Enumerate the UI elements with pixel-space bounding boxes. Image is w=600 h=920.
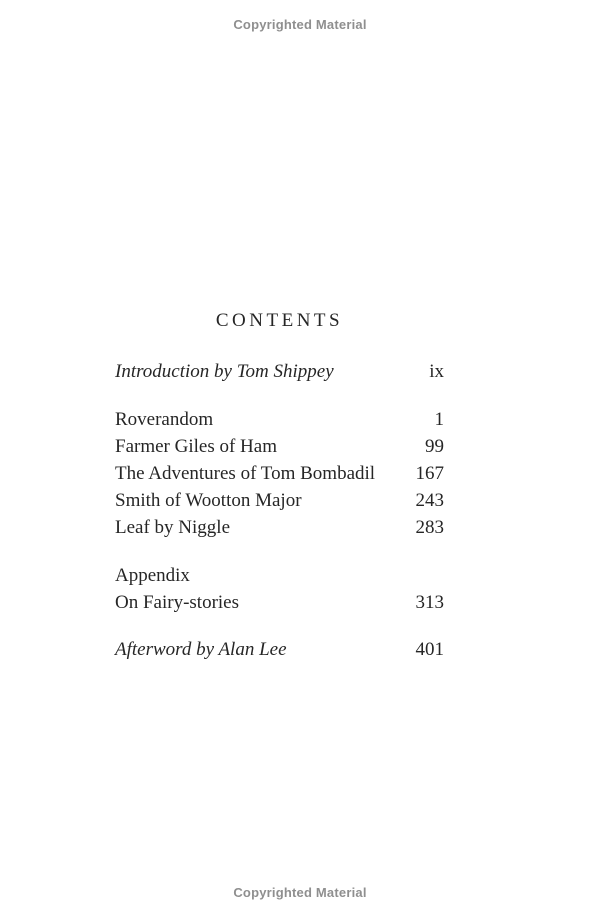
- toc-row: [115, 406, 444, 433]
- toc-entry-page: 167: [415, 463, 444, 484]
- toc-row: [115, 487, 444, 514]
- toc-entry-page: 1: [434, 409, 444, 430]
- toc-row: [115, 460, 444, 487]
- toc-section: [115, 636, 444, 663]
- toc-section: [115, 358, 444, 385]
- toc-entry-page: 99: [425, 436, 444, 457]
- toc-entry-title: Smith of Wootton Major: [115, 490, 302, 511]
- copyright-notice-top: Copyrighted Material: [233, 17, 367, 32]
- toc-entry-title: The Adventures of Tom Bombadil: [115, 463, 376, 484]
- toc-entry-title: Farmer Giles of Ham: [115, 436, 277, 457]
- toc-section: [115, 406, 444, 541]
- toc-entry-page: 401: [415, 639, 444, 660]
- table-of-contents: [115, 309, 444, 663]
- contents-heading: CONTENTS: [215, 310, 344, 331]
- toc-row: [115, 358, 444, 385]
- toc-entry-title: Introduction by Tom Shippey: [115, 361, 334, 382]
- toc-entry-title: Appendix: [115, 565, 190, 586]
- toc-row: [115, 636, 444, 663]
- toc-row: [115, 562, 444, 589]
- copyright-notice-bottom: Copyrighted Material: [233, 885, 367, 900]
- toc-entry-page: ix: [429, 361, 444, 382]
- toc-section: [115, 562, 444, 616]
- toc-entry-page: 283: [415, 517, 444, 538]
- toc-entry-title: Roverandom: [115, 409, 214, 430]
- toc-entry-title: Afterword by Alan Lee: [115, 639, 287, 660]
- toc-row: [115, 514, 444, 541]
- toc-row: [115, 589, 444, 616]
- toc-entry-page: 313: [415, 592, 444, 613]
- toc-row: [115, 433, 444, 460]
- toc-entry-title: Leaf by Niggle: [115, 517, 231, 538]
- toc-entry-title: On Fairy-stories: [115, 592, 240, 613]
- toc-entry-page: 243: [415, 490, 444, 511]
- toc-sections: [115, 358, 444, 663]
